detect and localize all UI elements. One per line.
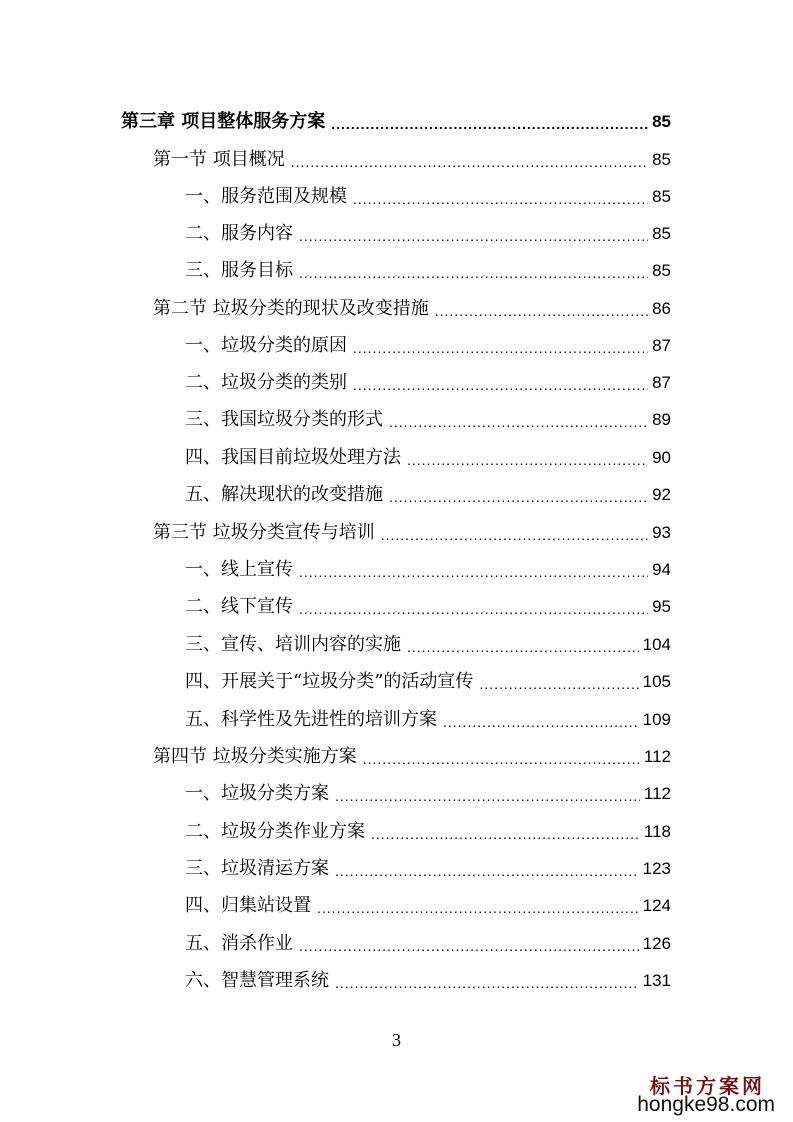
toc-label: 五、科学性及先进性的培训方案 bbox=[185, 709, 437, 730]
toc-label: 一、垃圾分类方案 bbox=[185, 783, 329, 804]
toc-page-number: 124 bbox=[642, 896, 671, 915]
toc-section-4[interactable] bbox=[153, 740, 671, 768]
toc-item[interactable] bbox=[185, 777, 671, 805]
toc-page-number: 126 bbox=[642, 934, 671, 953]
dot-leader bbox=[435, 302, 648, 320]
dot-leader bbox=[299, 937, 639, 955]
dot-leader bbox=[335, 787, 640, 805]
toc-page-number: 93 bbox=[652, 523, 671, 542]
toc-label: 四、我国目前垃圾处理方法 bbox=[185, 447, 401, 468]
dot-leader bbox=[299, 600, 648, 618]
dot-leader bbox=[331, 115, 648, 133]
toc-item[interactable] bbox=[185, 254, 671, 282]
toc-page-number: 92 bbox=[652, 485, 671, 504]
toc-item[interactable] bbox=[185, 852, 671, 880]
dot-leader bbox=[353, 190, 648, 208]
dot-leader bbox=[353, 376, 648, 394]
toc-page-number: 104 bbox=[642, 635, 671, 654]
dot-leader bbox=[335, 974, 639, 992]
toc-page-number: 123 bbox=[642, 859, 671, 878]
toc-label: 第三章 项目整体服务方案 bbox=[121, 111, 326, 132]
toc-page-number: 85 bbox=[652, 112, 671, 131]
dot-leader bbox=[291, 153, 648, 171]
toc-item[interactable] bbox=[185, 329, 671, 357]
watermark-text: 标书方案网 bbox=[650, 1074, 765, 1098]
toc-page-number: 90 bbox=[652, 448, 671, 467]
toc-label: 第四节 垃圾分类实施方案 bbox=[153, 746, 357, 767]
toc-label: 第一节 项目概况 bbox=[153, 149, 285, 170]
toc-label: 四、开展关于“垃圾分类”的活动宣传 bbox=[185, 671, 474, 692]
toc-item[interactable] bbox=[185, 590, 671, 618]
toc-item[interactable] bbox=[185, 217, 671, 245]
dot-leader bbox=[299, 264, 648, 282]
toc-section-3[interactable] bbox=[153, 516, 671, 544]
toc-page-number: 87 bbox=[652, 336, 671, 355]
toc-item[interactable] bbox=[185, 628, 671, 656]
toc-chapter-3[interactable] bbox=[121, 105, 671, 133]
toc-item[interactable] bbox=[185, 665, 671, 693]
toc-page-number: 87 bbox=[652, 373, 671, 392]
toc-label: 二、服务内容 bbox=[185, 223, 293, 244]
toc-page-number: 86 bbox=[652, 299, 671, 318]
toc-item[interactable] bbox=[185, 441, 671, 469]
toc-item[interactable] bbox=[185, 964, 671, 992]
toc-item[interactable] bbox=[185, 180, 671, 208]
toc-page-number: 85 bbox=[652, 224, 671, 243]
toc-item[interactable] bbox=[185, 927, 671, 955]
toc-page-number: 85 bbox=[652, 261, 671, 280]
toc-page-number: 89 bbox=[652, 410, 671, 429]
toc-section-1[interactable] bbox=[153, 143, 671, 171]
toc-label: 一、线上宣传 bbox=[185, 559, 293, 580]
dot-leader bbox=[381, 526, 648, 544]
toc-item[interactable] bbox=[185, 889, 671, 917]
toc-label: 第三节 垃圾分类宣传与培训 bbox=[153, 522, 375, 543]
dot-leader bbox=[389, 413, 648, 431]
toc-label: 二、垃圾分类的类别 bbox=[185, 372, 347, 393]
toc-item[interactable] bbox=[185, 366, 671, 394]
toc-page-number: 131 bbox=[642, 971, 671, 990]
toc-item[interactable] bbox=[185, 703, 671, 731]
toc-label: 三、服务目标 bbox=[185, 260, 293, 281]
toc-page-number: 94 bbox=[652, 560, 671, 579]
dot-leader bbox=[443, 713, 639, 731]
dot-leader bbox=[389, 488, 648, 506]
toc-item[interactable] bbox=[185, 403, 671, 431]
page-number: 3 bbox=[392, 1030, 401, 1050]
dot-leader bbox=[371, 825, 640, 843]
toc-item[interactable] bbox=[185, 478, 671, 506]
dot-leader bbox=[317, 899, 639, 917]
dot-leader bbox=[299, 227, 648, 245]
dot-leader bbox=[363, 750, 640, 768]
toc-label: 五、解决现状的改变措施 bbox=[185, 484, 383, 505]
toc-label: 一、垃圾分类的原因 bbox=[185, 335, 347, 356]
toc-label: 四、归集站设置 bbox=[185, 895, 311, 916]
toc-label: 三、宣传、培训内容的实施 bbox=[185, 634, 401, 655]
toc-label: 二、线下宣传 bbox=[185, 596, 293, 617]
dot-leader bbox=[407, 638, 639, 656]
toc-label: 六、智慧管理系统 bbox=[185, 970, 329, 991]
dot-leader bbox=[407, 451, 648, 469]
toc-page-number: 112 bbox=[643, 747, 671, 766]
toc-page-number: 112 bbox=[643, 784, 671, 803]
toc-page-number: 95 bbox=[652, 597, 671, 616]
toc-page-number: 109 bbox=[642, 710, 671, 729]
toc-item[interactable] bbox=[185, 553, 671, 581]
dot-leader bbox=[335, 862, 639, 880]
watermark-url: hongke98.com bbox=[637, 1093, 775, 1116]
toc-section-2[interactable] bbox=[153, 292, 671, 320]
toc-label: 三、垃圾清运方案 bbox=[185, 858, 329, 879]
toc-item[interactable] bbox=[185, 815, 671, 843]
dot-leader bbox=[353, 339, 648, 357]
toc-label: 二、垃圾分类作业方案 bbox=[185, 821, 365, 842]
toc-label: 三、我国垃圾分类的形式 bbox=[185, 409, 383, 430]
toc-label: 五、消杀作业 bbox=[185, 933, 293, 954]
toc-page-number: 105 bbox=[642, 672, 671, 691]
toc-page-number: 85 bbox=[652, 187, 671, 206]
toc-page-number: 85 bbox=[652, 150, 671, 169]
dot-leader bbox=[479, 675, 638, 693]
toc-label: 第二节 垃圾分类的现状及改变措施 bbox=[153, 298, 429, 319]
dot-leader bbox=[299, 563, 648, 581]
toc-page-number: 118 bbox=[643, 822, 671, 841]
toc-label: 一、服务范围及规模 bbox=[185, 186, 347, 207]
